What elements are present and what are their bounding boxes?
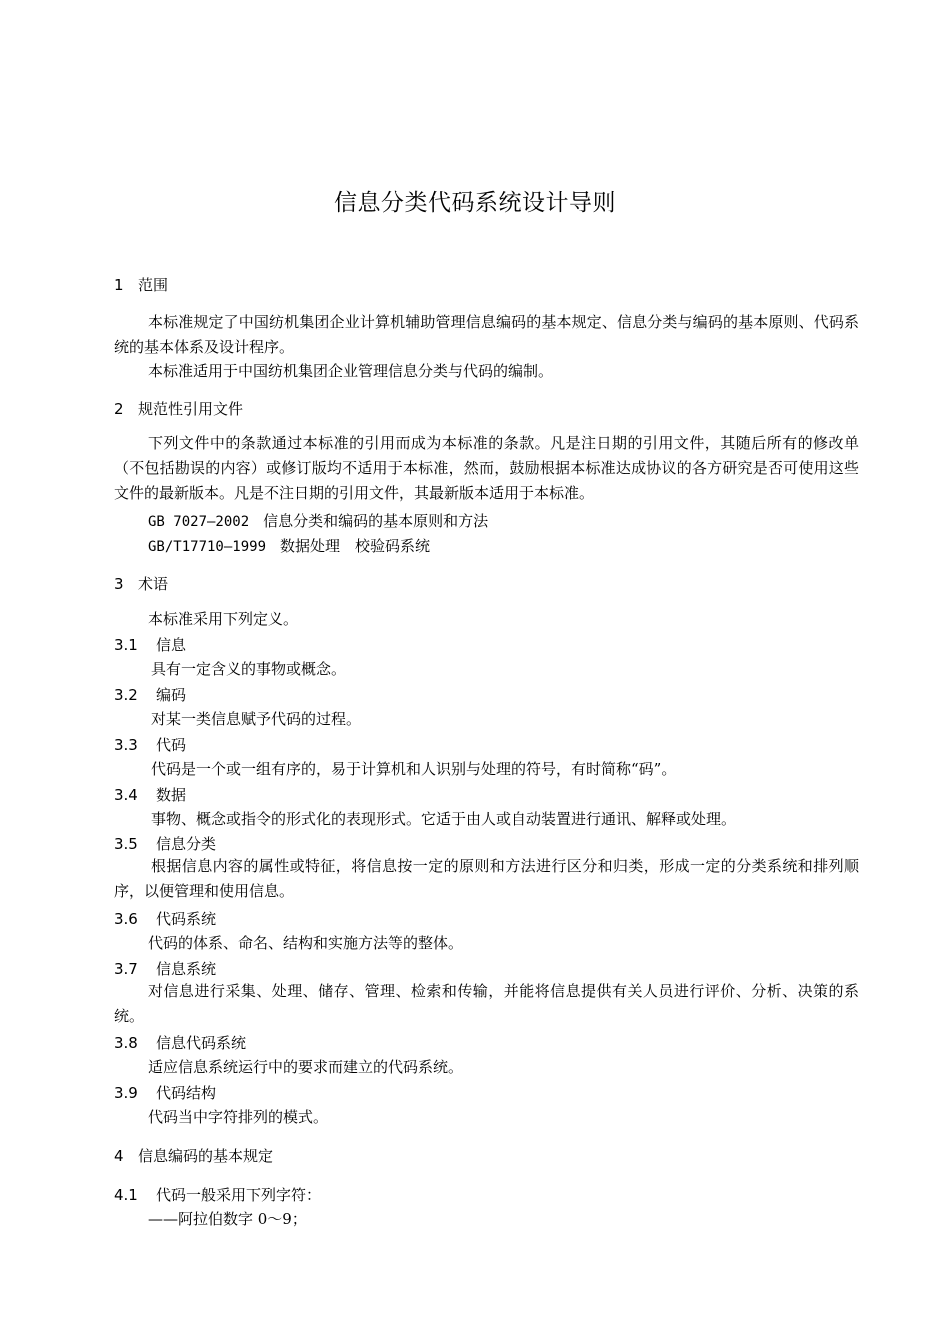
term-name: 信息: [156, 636, 187, 654]
section-3-intro: 本标准采用下列定义。: [148, 610, 299, 628]
section-title: 规范性引用文件: [138, 400, 244, 418]
section-1-paragraph-2: 本标准适用于中国纺机集团企业管理信息分类与代码的编制。: [148, 362, 554, 380]
term-heading: [114, 784, 186, 805]
term-definition: 代码的体系、命名、结构和实施方法等的整体。: [148, 934, 464, 952]
term-number: 3.8: [114, 1034, 138, 1052]
term-name: 信息系统: [156, 960, 217, 978]
term-definition: 代码是一个或一组有序的，易于计算机和人识别与处理的符号，有时简称“码”。: [151, 760, 677, 778]
term-heading: [114, 833, 216, 854]
section-number: 1: [114, 276, 124, 294]
section-1-heading: [114, 274, 168, 295]
subsection-text: 代码一般采用下列字符：: [156, 1186, 322, 1204]
reference-item: [148, 510, 488, 531]
term-name: 信息分类: [156, 835, 217, 853]
section-2-paragraph-1: 下列文件中的条款通过本标准的引用而成为本标准的条款。凡是注日期的引用文件，其随后所有的修改单（不包括勘误的内容）或修订版均不适用于本标准，然而，鼓励根据本标准达成协议的各方研究是否可使用这些文件的最新版本。凡是不注日期的引用文件，其最新版本适用于本标准。: [114, 434, 859, 502]
term-definition: 具有一定含义的事物或概念。: [151, 660, 347, 678]
term-name: 代码系统: [156, 910, 217, 928]
term-definition: 根据信息内容的属性或特征，将信息按一定的原则和方法进行区分和归类，形成一定的分类系统和排列顺序，以便管理和使用信息。: [114, 857, 859, 900]
reference-title: 数据处理 校验码系统: [280, 537, 431, 555]
term-name: 数据: [156, 786, 187, 804]
reference-title: 信息分类和编码的基本原则和方法: [263, 512, 489, 530]
term-name: 信息代码系统: [156, 1034, 247, 1052]
list-item: ——阿拉伯数字 0～9；: [148, 1210, 307, 1228]
section-3-heading: [114, 573, 168, 594]
term-number: 3.4: [114, 786, 138, 804]
term-definition: 适应信息系统运行中的要求而建立的代码系统。: [148, 1058, 464, 1076]
section-2-heading: [114, 398, 243, 419]
term-heading: [114, 684, 186, 705]
term-number: 3.9: [114, 1084, 138, 1102]
reference-code: GB/T17710—1999: [148, 539, 267, 555]
term-number: 3.6: [114, 910, 138, 928]
term-number: 3.5: [114, 835, 138, 853]
term-number: 3.2: [114, 686, 138, 704]
term-heading: [114, 1032, 246, 1053]
term-name: 代码: [156, 736, 187, 754]
section-title: 信息编码的基本规定: [138, 1147, 274, 1165]
document-title: 信息分类代码系统设计导则: [334, 190, 616, 216]
section-title: 术语: [138, 575, 169, 593]
section-title: 范围: [138, 276, 169, 294]
term-heading: [114, 958, 216, 979]
term-name: 代码结构: [156, 1084, 217, 1102]
term-definition: 事物、概念或指令的形式化的表现形式。它适于由人或自动装置进行通讯、解释或处理。: [151, 810, 737, 828]
section-4-heading: [114, 1145, 273, 1166]
subsection-4-1: [114, 1184, 321, 1205]
term-definition: 代码当中字符排列的模式。: [148, 1108, 329, 1126]
term-heading: [114, 908, 216, 929]
term-heading: [114, 1082, 216, 1103]
section-number: 3: [114, 575, 124, 593]
section-number: 2: [114, 400, 124, 418]
term-number: 3.1: [114, 636, 138, 654]
reference-item: [148, 535, 430, 556]
term-number: 3.3: [114, 736, 138, 754]
section-1-paragraph-1: 本标准规定了中国纺机集团企业计算机辅助管理信息编码的基本规定、信息分类与编码的基本原则、代码系统的基本体系及设计程序。: [114, 313, 859, 356]
term-name: 编码: [156, 686, 187, 704]
reference-code: GB 7027—2002: [148, 514, 250, 530]
term-number: 3.7: [114, 960, 138, 978]
section-number: 4: [114, 1147, 124, 1165]
term-definition: 对信息进行采集、处理、储存、管理、检索和传输，并能将信息提供有关人员进行评价、分析、决策的系统。: [114, 982, 859, 1025]
term-heading: [114, 634, 186, 655]
term-heading: [114, 734, 186, 755]
subsection-number: 4.1: [114, 1186, 138, 1204]
term-definition: 对某一类信息赋予代码的过程。: [151, 710, 362, 728]
